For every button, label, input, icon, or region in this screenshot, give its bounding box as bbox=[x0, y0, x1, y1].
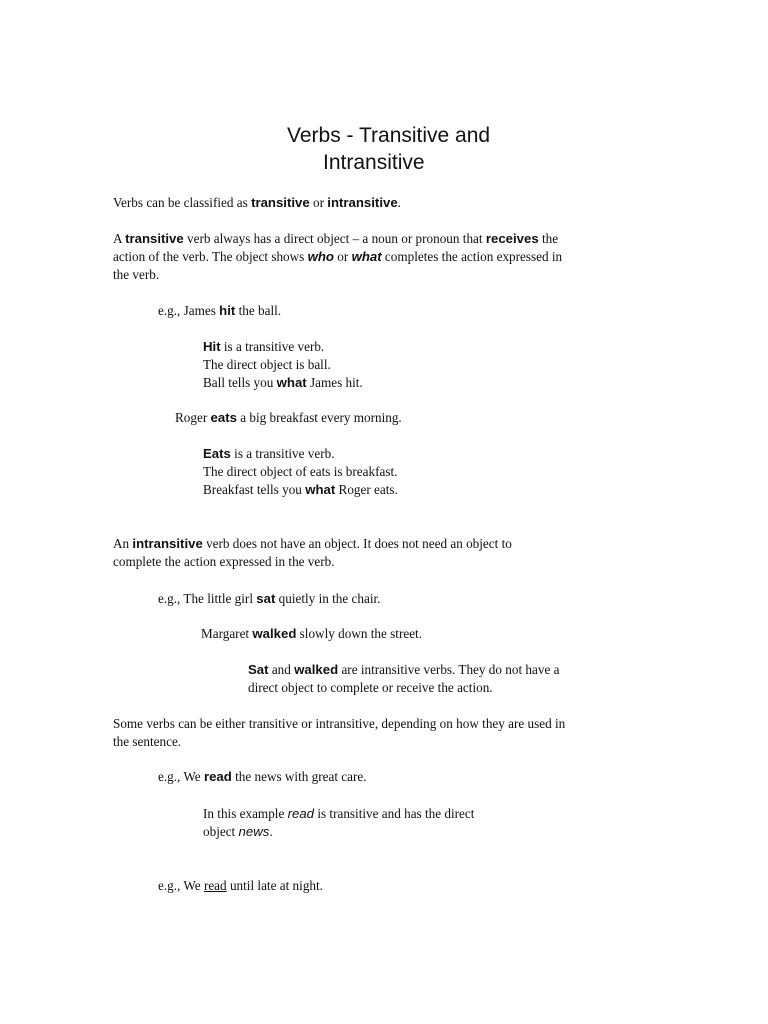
title-line-1: Verbs - Transitive and bbox=[287, 124, 491, 147]
example-5: e.g., We read the news with great care. bbox=[158, 769, 367, 784]
title-line-2: Intransitive bbox=[323, 151, 425, 174]
example-3-4-notes: Sat and walked are intransitive verbs. They do not have a direct object to complete or receive the action. bbox=[248, 662, 560, 695]
both-paragraph: Some verbs can be either transitive or intransitive, depending on how they are used in the sentence. bbox=[113, 716, 566, 749]
example-5-notes: In this example read is transitive and has the direct object news. bbox=[203, 806, 475, 839]
page-title bbox=[287, 122, 490, 176]
example-2: Roger eats a big breakfast every morning. bbox=[175, 410, 402, 425]
example-1: e.g., James hit the ball. bbox=[158, 303, 282, 318]
intro-paragraph: Verbs can be classified as transitive or intransitive. bbox=[113, 195, 401, 210]
example-2-notes: Eats is a transitive verb. The direct object of eats is breakfast. Breakfast tells you what Roger eats. bbox=[203, 446, 398, 497]
example-6: e.g., We read until late at night. bbox=[158, 878, 323, 893]
example-1-notes: Hit is a transitive verb. The direct object is ball. Ball tells you what James hit. bbox=[203, 339, 363, 390]
intransitive-definition: An intransitive verb does not have an object. It does not need an object to complete the action expressed in the verb. bbox=[113, 536, 512, 569]
transitive-definition: A transitive verb always has a direct object – a noun or pronoun that receives the action of the verb. The object shows who or what completes the action expressed in the verb. bbox=[113, 231, 563, 282]
example-4: Margaret walked slowly down the street. bbox=[201, 626, 423, 641]
example-3: e.g., The little girl sat quietly in the chair. bbox=[158, 591, 381, 606]
